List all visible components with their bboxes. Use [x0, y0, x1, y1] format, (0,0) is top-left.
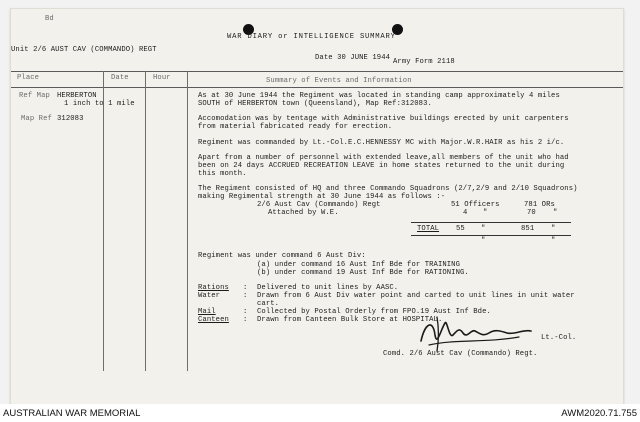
- strength-total-ors: 851: [521, 225, 535, 233]
- strength-under-ditto-2: ": [551, 237, 556, 245]
- strength-under-ditto-1: ": [481, 237, 486, 245]
- para-4-line-1: Apart from a number of personnel with extended leave,all members of the unit who had: [198, 154, 569, 162]
- para-1-line-2: SOUTH of HERBERTON town (Queensland), Map Ref:312083.: [198, 100, 432, 108]
- strength-row-2-officers: 4: [463, 209, 468, 217]
- margin-label-3: Map Ref: [21, 115, 52, 123]
- col-hour: Hour: [153, 74, 171, 82]
- unit-field: Unit 2/6 AUST CAV (COMMANDO) REGT: [11, 46, 157, 54]
- strength-row-2-label: Attached by W.E.: [268, 209, 339, 217]
- strength-row-1-label: 2/6 Aust Cav (Commando) Regt: [257, 201, 381, 209]
- para-2-line-2: from material fabricated ready for erection.: [198, 123, 393, 131]
- army-form-number: Army Form 2118: [393, 58, 455, 66]
- col-date: Date: [111, 74, 129, 82]
- para-1-line-1: As at 30 June 1944 the Regiment was located in standing camp approximately 4 miles: [198, 92, 560, 100]
- para-5-line-1: The Regiment consisted of HQ and three Commando Squadrons (2/7,2/9 and 2/10 Squadrons): [198, 185, 578, 193]
- strength-col-officers: 51 Officers: [451, 201, 500, 209]
- signature-title: Comd. 2/6 Aust Cav (Commando) Regt.: [383, 350, 538, 358]
- para-5-line-2: making Regimental strength at 30 June 1944 as follows :-: [198, 193, 446, 201]
- para-4-line-3: this month.: [198, 170, 247, 178]
- margin-value-3: 312083: [57, 115, 84, 123]
- strength-row-2-ditto: ": [483, 209, 488, 217]
- strength-col-ors: 781 ORs: [524, 201, 555, 209]
- col-place: Place: [17, 74, 40, 82]
- col-divider-2: [145, 71, 146, 371]
- strength-row-2-ditto-2: ": [553, 209, 558, 217]
- para-2-line-1: Accomodation was by tentage with Administrative buildings erected by unit carpenters: [198, 115, 569, 123]
- strength-row-2-ors: 70: [527, 209, 536, 217]
- col-divider-1: [103, 71, 104, 371]
- para-4-line-2: been on 24 days ACCRUED RECREATION LEAVE in home states returned to the unit during: [198, 162, 565, 170]
- command-b: (b) under command 19 Aust Inf Bde for RATIONING.: [257, 269, 469, 277]
- command-intro: Regiment was under command 6 Aust Div:: [198, 252, 366, 260]
- footer-institution: AUSTRALIAN WAR MEMORIAL: [3, 408, 141, 419]
- admin-colon-2: :: [243, 292, 248, 300]
- admin-text-water-cont: cart.: [257, 300, 280, 308]
- form-title: WAR DIARY or INTELLIGENCE SUMMARY: [227, 33, 396, 41]
- command-a: (a) under command 16 Aust Inf Bde for TRAINING: [257, 261, 461, 269]
- strength-total-label: TOTAL: [417, 225, 440, 233]
- admin-label-rations: Rations: [198, 284, 229, 292]
- admin-text-canteen: Drawn from Canteen Bulk Store at HOSPITAL.: [257, 316, 443, 324]
- para-3-line-1: Regiment was commanded by Lt.-Col.E.C.HENNESSY MC with Major.W.R.HAIR as his 2 i/c.: [198, 139, 565, 147]
- admin-text-water: Drawn from 6 Aust Div water point and carted to unit lines in unit water: [257, 292, 575, 300]
- admin-colon-1: :: [243, 284, 248, 292]
- col-divider-3: [187, 71, 188, 371]
- corner-mark: Bd: [45, 15, 54, 23]
- footer-accession-number: AWM2020.71.755: [561, 408, 637, 419]
- admin-text-mail: Collected by Postal Orderly from FPO.19 Aust Inf Bde.: [257, 308, 491, 316]
- strength-total-ditto-2: ": [551, 225, 556, 233]
- diary-page: [10, 8, 624, 406]
- date-field: Date 30 JUNE 1944: [315, 54, 391, 62]
- admin-colon-4: :: [243, 316, 248, 324]
- admin-text-rations: Delivered to unit lines by AASC.: [257, 284, 399, 292]
- admin-colon-3: :: [243, 308, 248, 316]
- archive-footer: [0, 404, 640, 422]
- strength-total-officers: 55: [456, 225, 465, 233]
- margin-value-2: 1 inch to 1 mile: [64, 100, 135, 108]
- strength-total-ditto: ": [481, 225, 486, 233]
- signature-rank: Lt.-Col.: [541, 334, 577, 342]
- admin-label-canteen: Canteen: [198, 316, 229, 324]
- col-summary: Summary of Events and Information: [266, 77, 412, 85]
- admin-label-water: Water: [198, 292, 221, 300]
- admin-label-mail: Mail: [198, 308, 216, 316]
- margin-label-1: Ref Map: [19, 92, 50, 100]
- margin-value-1: HERBERTON: [57, 92, 97, 100]
